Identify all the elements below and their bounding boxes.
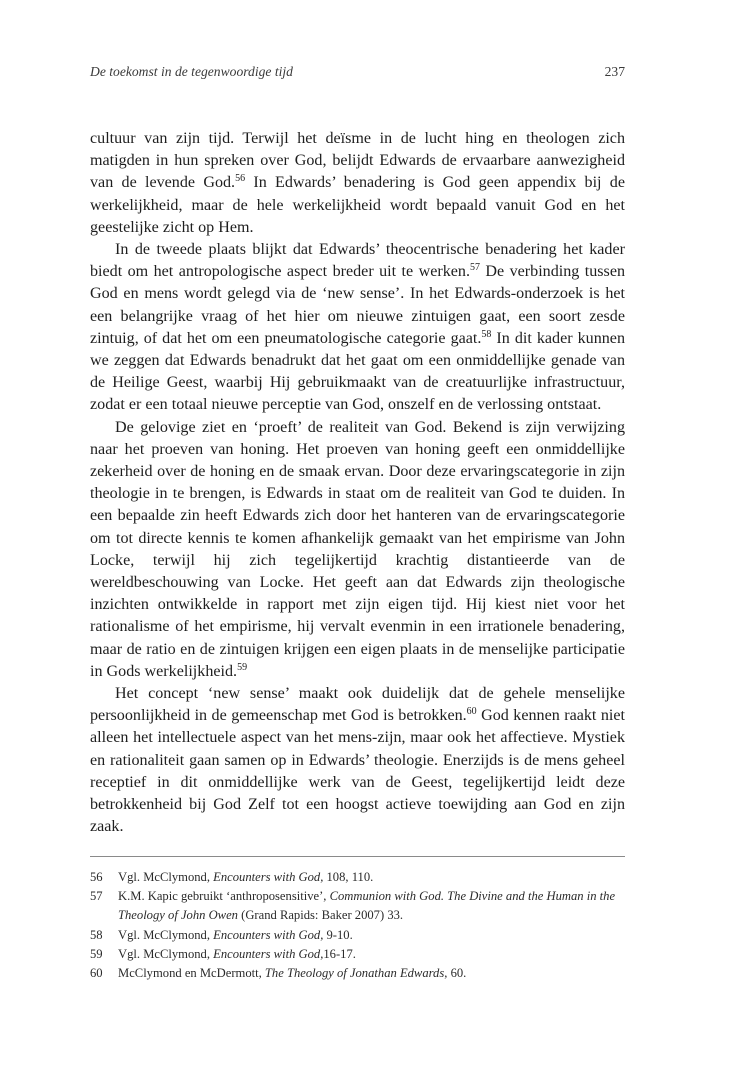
paragraph-text: cultuur van zijn tijd. Terwijl het deïsme in de lucht hing en theologen zich matigden in hun spreken over God, belijdt Edwards de ervaarbare aanwezigheid van de levende God.: [90, 130, 625, 192]
footnote-text-part: McClymond en McDermott,: [118, 966, 265, 981]
footnote: [90, 945, 625, 964]
body-text: [90, 128, 625, 839]
page-number: 237: [604, 64, 625, 79]
footnote-text: [118, 964, 625, 983]
footnote-text: [118, 926, 625, 945]
footnote-text-part: Vgl. McClymond,: [118, 946, 214, 961]
running-head: [90, 64, 625, 80]
footnote-reference: 58: [481, 328, 492, 340]
footnote-text-part: 9-10.: [323, 927, 353, 942]
footnote-reference: 60: [466, 706, 477, 718]
footnote-reference: 59: [237, 661, 248, 673]
paragraph: [90, 128, 625, 239]
footnote-number: 60: [90, 966, 103, 981]
paragraph-text: In de tweede plaats blijkt dat Edwards’ theocentrische benadering het kader biedt om het antropologische aspect breder uit te werken.: [90, 241, 625, 281]
footnote-title: Encounters with God,: [213, 946, 324, 961]
footnote-text: [118, 887, 625, 925]
footnote-text-part: K.M. Kapic gebruikt ‘anthroposensitive’,: [118, 889, 330, 904]
footnote: [90, 926, 625, 945]
footnote-text-part: , 60.: [444, 966, 467, 981]
paragraph-text: De verbinding tussen God en mens wordt gelegd via de ‘new sense’. In het Edwards-onderzoek is het een belangrijke vraag of het hier om nieuwe zintuigen gaat, een soort zesde zintuig, of dat het om een pneumatologische categorie gaat.: [90, 263, 626, 347]
paragraph: [90, 683, 625, 838]
footnotes: [90, 868, 625, 983]
footnote-text: [118, 868, 625, 887]
footnote-reference: 57: [469, 262, 480, 274]
footnote-reference: 56: [235, 173, 246, 185]
footnote: [90, 964, 625, 983]
footnote-title: Encounters with God,: [213, 927, 324, 942]
paragraph-text: In Edwards’ benadering is God geen appendix bij de werkelijkheid, maar de hele werkelijkheid wordt bepaald vanuit God en het geestelijke zicht op Hem.: [90, 174, 625, 236]
footnote-separator: [90, 856, 625, 857]
running-head-title: De toekomst in de tegenwoordige tijd: [90, 64, 293, 79]
footnote-title: Encounters with God,: [213, 870, 324, 884]
footnote-text-part: 108, 110.: [323, 870, 374, 884]
footnote-number: 59: [90, 946, 103, 961]
footnote-number: 56: [90, 870, 103, 884]
paragraph-text: Het concept ‘new sense’ maakt ook duidelijk dat de gehele menselijke persoonlijkheid in de gemeenschap met God is betrokken.: [90, 685, 625, 725]
footnote-text-part: (Grand Rapids: Baker 2007) 33.: [237, 908, 404, 923]
footnote: [90, 868, 625, 887]
paragraph: [90, 239, 625, 417]
footnote-text: [118, 945, 625, 964]
paragraph: [90, 417, 625, 683]
footnote-title: Communion with God. The Divine and the Human in the Theology of John Owen: [118, 889, 616, 923]
footnote-text-part: Vgl. McClymond,: [118, 870, 214, 884]
footnote-text-part: 16-17.: [323, 946, 356, 961]
footnote-text-part: Vgl. McClymond,: [118, 927, 214, 942]
footnote-title: The Theology of Jonathan Edwards: [264, 966, 445, 981]
footnote: [90, 887, 625, 925]
paragraph-text: In dit kader kunnen we zeggen dat Edwards benadrukt dat het gaat om een onmiddellijke genade van de Heilige Geest, waarbij Hij gebruikmaakt van de creatuurlijke infrastructuur, zodat er een totaal nieuwe perceptie van God, onszelf en de verlossing ontstaat.: [90, 329, 625, 414]
footnote-number: 58: [90, 927, 103, 942]
paragraph-text: God kennen raakt niet alleen het intellectuele aspect van het mens-zijn, maar ook het affectieve. Mystiek en rationaliteit gaan samen op in Edwards’ theologie. Enerzijds is de mens geheel receptief in dit onmiddellijke werk van de Geest, tegelijkertijd leidt deze betrokkenheid bij God Zelf tot een hoogst actieve toewijding aan God en zijn zaak.: [90, 707, 625, 836]
footnote-number: 57: [90, 889, 103, 904]
paragraph-text: De gelovige ziet en ‘proeft’ de realiteit van God. Bekend is zijn verwijzing naar het proeven van honing. Het proeven van honing geeft een onmiddellijke zekerheid over de honing en de smaak ervan. Door deze ervaringscategorie in zijn theologie in te brengen, is Edwards in staat om de realiteit van God te duiden. In een bepaalde zin heeft Edwards zich door het hanteren van de ervaringscategorie om tot directe kennis te komen afhankelijk gemaakt van het empirisme van John Locke, terwijl hij zich tegelijkertijd krachtig distantieerde van de wereldbeschouwing van Locke. Het geeft aan dat Edwards zijn theologische inzichten ontwikkelde in rapport met zijn eigen tijd. Hij kiest niet voor het rationalisme of het empirisme, hij vervalt evenmin in een irrationele benadering, maar de ratio en de zintuigen krijgen een eigen plaats in de menselijke participatie in Gods werkelijkheid.: [90, 418, 625, 680]
